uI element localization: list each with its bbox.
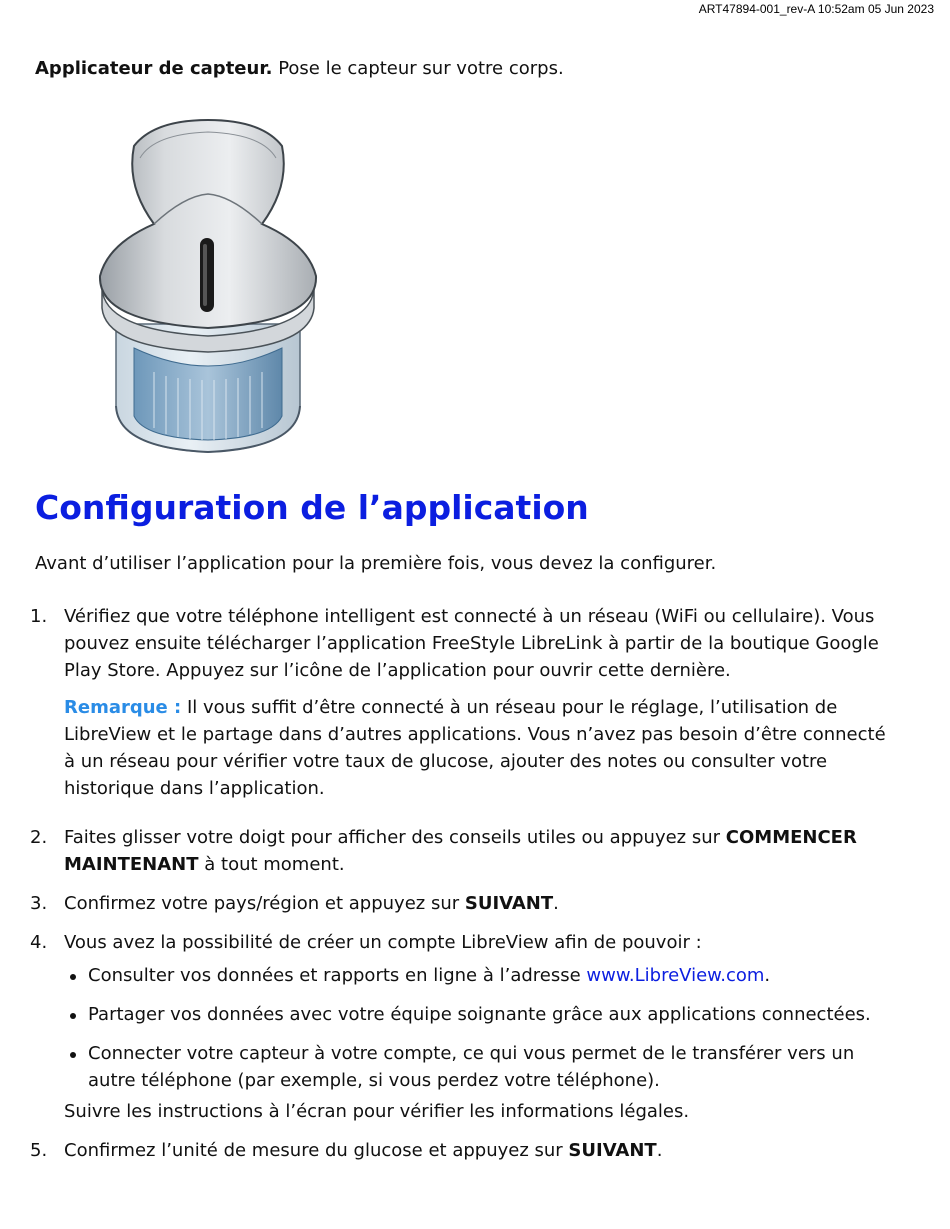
step-text — [64, 824, 900, 878]
step-1 — [30, 603, 900, 802]
section-title: Configuration de l’application — [35, 488, 589, 527]
step-5 — [30, 1137, 900, 1164]
step-number: 2. — [30, 827, 48, 848]
list-item — [64, 1001, 900, 1028]
step-text: Vérifiez que votre téléphone intelligent est connecté à un réseau (WiFi ou cellulaire). Vous pouvez ensuite télécharger l’application FreeStyle LibreLink à partir de la boutique Google Play Store. Appuyez sur l’icône de l’application pour ouvrir cette dernière. — [64, 606, 879, 681]
list-item — [64, 962, 900, 989]
bullet-icon — [70, 1052, 76, 1058]
bullet-text: Partager vos données avec votre équipe soignante grâce aux applications connectées. — [88, 1004, 871, 1025]
bullet-text-after: . — [764, 965, 771, 986]
step-4 — [30, 929, 900, 1125]
step-keyword: SUIVANT — [464, 893, 554, 914]
section-lead: Avant d’utiliser l’application pour la première fois, vous devez la configurer. — [35, 553, 717, 574]
step-text: Vous avez la possibilité de créer un compte LibreView afin de pouvoir : — [64, 932, 702, 953]
step-text-part: à tout moment. — [198, 854, 345, 875]
intro-text: Pose le capteur sur votre corps. — [272, 58, 564, 79]
step-keyword: COMMENCER MAINTENANT — [64, 827, 857, 875]
bullet-text: Connecter votre capteur à votre compte, ce qui vous permet de le transférer vers un autre téléphone (par exemple, si vous perdez votre téléphone). — [88, 1043, 855, 1091]
step-text — [64, 1137, 900, 1164]
step-follow-text: Suivre les instructions à l’écran pour vérifier les informations légales. — [64, 1101, 690, 1122]
step-number: 5. — [30, 1140, 48, 1161]
step-note — [64, 694, 900, 802]
bullet-icon — [70, 974, 76, 980]
step-text — [64, 890, 900, 917]
setup-steps-list — [30, 603, 900, 1164]
step-text-part: Confirmez l’unité de mesure du glucose et appuyez sur — [64, 1140, 569, 1161]
step-text-part: . — [656, 1140, 663, 1161]
step-text-part: Faites glisser votre doigt pour afficher des conseils utiles ou appuyez sur — [64, 827, 726, 848]
list-item — [64, 1040, 900, 1094]
intro-paragraph — [35, 58, 564, 80]
step-3 — [30, 890, 900, 917]
step-number: 3. — [30, 893, 48, 914]
step-2 — [30, 824, 900, 878]
step-number: 4. — [30, 932, 48, 953]
step-keyword: SUIVANT — [568, 1140, 657, 1161]
intro-bold: Applicateur de capteur. — [35, 58, 273, 79]
step-number: 1. — [30, 606, 48, 627]
benefit-list — [64, 962, 900, 1094]
bullet-icon — [70, 1013, 76, 1019]
note-label: Remarque : — [64, 697, 182, 718]
document-stamp: ART47894-001_rev-A 10:52am 05 Jun 2023 — [698, 2, 934, 16]
libreview-link[interactable]: www.LibreView.com — [586, 965, 765, 986]
bullet-text: Consulter vos données et rapports en ligne à l’adresse — [88, 965, 587, 986]
step-text-part: . — [553, 893, 559, 914]
step-text-part: Confirmez votre pays/région et appuyez sur — [64, 893, 465, 914]
sensor-applicator-image — [94, 116, 322, 460]
note-text: Il vous suffit d’être connecté à un réseau pour le réglage, l’utilisation de LibreView et le partage dans d’autres applications. Vous n’avez pas besoin d’être connecté à un réseau pour vérifier votre taux de glucose, ajouter des notes ou consulter votre historique dans l’application. — [64, 697, 886, 799]
